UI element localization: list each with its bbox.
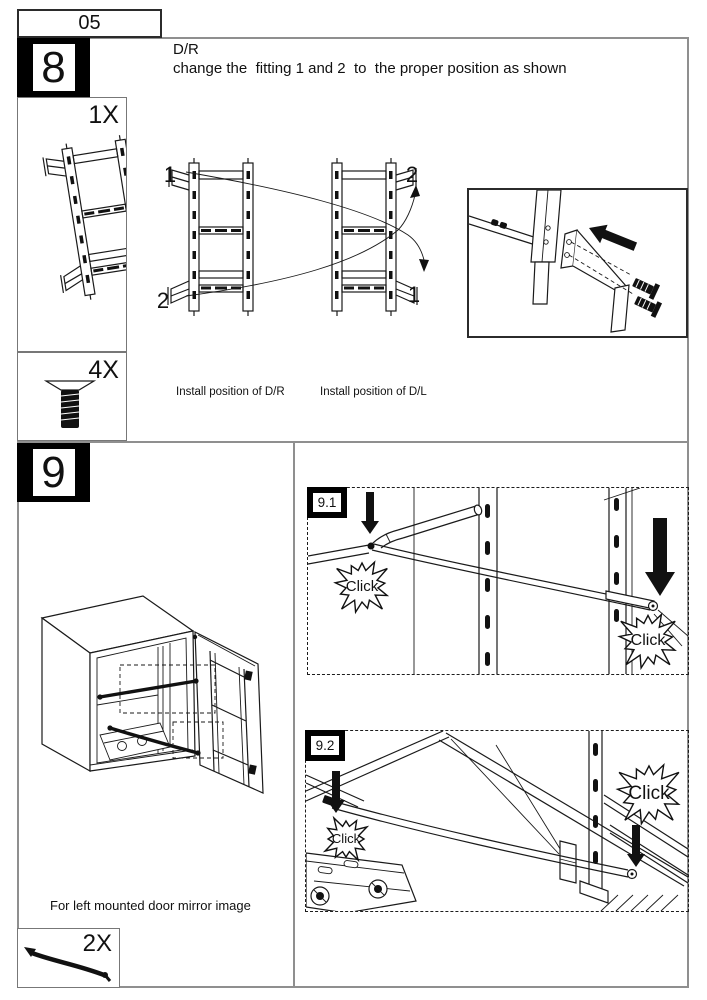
right-panel-divider <box>293 442 295 988</box>
door-frame-part-drawing <box>18 98 126 348</box>
substep-92-label-box <box>305 730 345 761</box>
step9-number-box <box>17 443 90 502</box>
cabinet-drawing <box>30 585 285 870</box>
fitting-detail-drawing <box>469 190 686 336</box>
click-callout <box>619 615 675 669</box>
step9-number: 9 <box>33 449 75 496</box>
step8-number: 8 <box>33 44 75 91</box>
click-callout <box>618 765 679 824</box>
mirror-note: For left mounted door mirror image <box>50 898 251 913</box>
substep-92-panel <box>305 730 689 912</box>
page-number: 05 <box>78 12 101 34</box>
click-label: Click <box>628 783 670 804</box>
swap-label-left-bottom: 2 <box>156 288 170 313</box>
part-box-screw <box>17 352 127 441</box>
part-stay-qty: 2X <box>82 930 112 957</box>
step8-heading-line2: change the fitting 1 and 2 to the proper position as shown <box>173 60 567 77</box>
part-frame-qty: 1X <box>88 101 119 129</box>
substep-91-panel <box>307 487 689 675</box>
substep-91-drawing <box>308 488 688 674</box>
fitting-swap-diagram <box>150 150 462 318</box>
part-box-frame <box>17 97 127 352</box>
substep-91-label-box <box>307 487 347 518</box>
substep-92-drawing <box>306 731 688 911</box>
section-divider <box>17 441 689 443</box>
click-label: Click <box>345 578 379 595</box>
step8-number-box <box>17 38 90 97</box>
click-callout <box>325 818 367 860</box>
fitting-detail-box <box>467 188 688 338</box>
substep-92-label: 9.2 <box>311 736 339 755</box>
step8-heading <box>173 40 567 78</box>
click-callout <box>335 562 387 612</box>
caption-install-dr: Install position of D/R <box>176 386 285 398</box>
swap-label-left-top: 1 <box>163 162 177 187</box>
swap-label-right-bottom: 1 <box>407 282 421 307</box>
part-screw-qty: 4X <box>88 356 119 384</box>
step8-heading-line1: D/R <box>173 41 199 58</box>
part-box-stay <box>17 928 120 988</box>
page-number-box <box>17 9 162 38</box>
click-label: Click <box>331 831 361 846</box>
caption-install-dl: Install position of D/L <box>320 386 427 398</box>
substep-91-label: 9.1 <box>313 493 341 512</box>
swap-label-right-top: 2 <box>405 162 419 187</box>
click-label: Click <box>630 632 666 649</box>
